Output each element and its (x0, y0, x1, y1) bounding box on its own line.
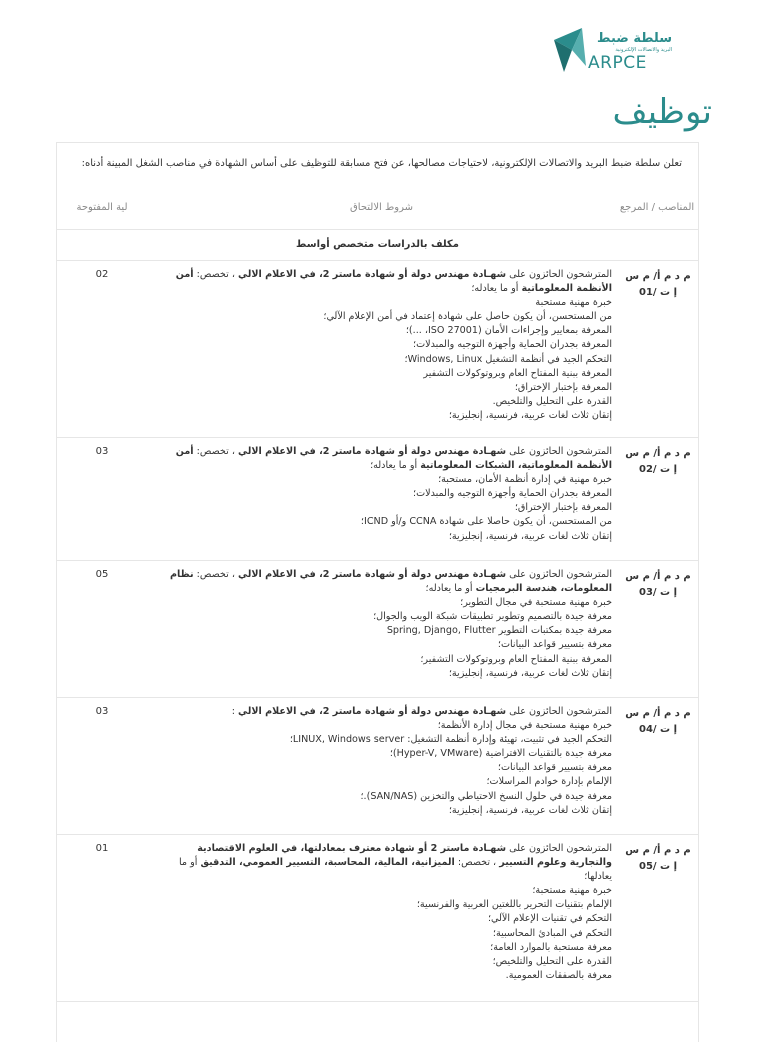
logo-arabic-name: سلطة ضبط (597, 31, 672, 46)
requirement-item: معرفة بتسيير قواعد البيانات؛ (497, 639, 612, 651)
section-row (57, 230, 698, 261)
qualification-equivalent: أو ما يعادله؛ (425, 583, 473, 595)
requirement-item: القدرة على التحليل والتلخيص؛ (492, 955, 612, 967)
requirement-item: المعرفة ببنية المفتاح العام وبروتوكولات التشفير؛ (420, 653, 612, 665)
qualification-equivalent: أو ما يعادلها؛ (178, 857, 612, 883)
job-reference: م د م أ/ م س إ ت /03 (616, 561, 698, 698)
requirement-item: الإلمام بإدارة خوادم المراسلات؛ (486, 776, 612, 788)
header-ref: المناصب / المرجع (616, 185, 698, 230)
open-positions-count: 03 (57, 438, 147, 561)
job-conditions (147, 698, 616, 835)
requirement-item: معرفة جيدة بمكتبات التطوير Spring, Django, Flutter (386, 625, 612, 637)
qualification-degree: شهـادة مهندس دولة أو شهادة ماستر 2، في الاعلام الالي (238, 706, 507, 717)
requirement-item: إتقان ثلاث لغات عربية، فرنسية، إنجليزية؛ (448, 409, 612, 421)
intro-text: تعلن سلطة ضبط البريد والاتصالات الإلكترونية، لاحتياجات مصالحها، عن فتح مسابقة للتوظيف على أساس الشهادة في مناصب الشغل المبينة أدناه: (81, 158, 682, 169)
open-positions-count: 02 (57, 261, 147, 438)
qualification-intro: المترشحون الحائزون على (509, 843, 612, 854)
requirement-item: المعرفة بإختبار الإختراق؛ (514, 502, 612, 514)
qualification-equivalent: أو ما يعادله؛ (370, 460, 418, 472)
requirement-item: الإلمام بتقنيات التحرير باللغتين العربية والفرنسية؛ (416, 899, 612, 911)
table-row (57, 561, 698, 698)
job-qualification (155, 568, 612, 596)
requirement-item: التحكم في تقنيات الإعلام الآلي؛ (487, 913, 612, 925)
job-conditions (147, 261, 616, 438)
header-conditions: شروط الالتحاق (147, 185, 616, 230)
table-row (57, 438, 698, 561)
requirement-item: المعرفة بإختبار الإختراق؛ (514, 381, 612, 393)
job-qualification (155, 842, 612, 884)
requirement-item: من المستحسن، أن يكون حاصلا على شهادة CCNA و/أو ICND؛ (360, 516, 612, 528)
job-qualification (155, 445, 612, 473)
requirement-item: التحكم الجيد في تثبيت، تهيئة وإدارة أنظمة التشغيل: LINUX, Windows server؛ (289, 734, 612, 746)
qualification-separator: ، تخصص: (196, 569, 235, 580)
job-conditions (147, 561, 616, 698)
requirement-item: معرفة بتسيير قواعد البيانات؛ (497, 762, 612, 774)
qualification-specialty: أمن الأنظمة المعلوماتية (175, 269, 612, 295)
job-conditions (147, 438, 616, 561)
qualification-separator: ، تخصص: (196, 446, 235, 457)
requirement-item: معرفة جيدة بالتقنيات الافتراضية (Hyper-V, VMware)؛ (389, 748, 612, 760)
logo-latin-name: ARPCE (588, 53, 647, 73)
open-positions-count: 01 (57, 835, 147, 1002)
requirement-item: المعرفة بجدران الحماية وأجهزة التوجيه والمبدلات؛ (413, 488, 612, 500)
requirement-item: معرفة جيدة في حلول النسخ الاحتياطي والتخزين (SAN/NAS).؛ (360, 790, 612, 802)
requirement-item: خبرة مهنية في إدارة أنظمة الأمان، مستحبة؛ (438, 474, 612, 486)
table-row (57, 698, 698, 835)
qualification-specialty: نظام المعلومات، هندسة البرمجيات (169, 569, 612, 595)
open-positions-count: 03 (57, 698, 147, 835)
requirement-item: خبرة مهنية مستحبة (535, 297, 612, 309)
requirement-item: معرفة جيدة بالتصميم وتطوير تطبيقات شبكة الويب والجوال؛ (373, 611, 612, 623)
job-reference: م د م أ/ م س إ ت /04 (616, 698, 698, 835)
recruitment-card (56, 142, 699, 1042)
job-reference: م د م أ/ م س إ ت /01 (616, 261, 698, 438)
requirement-item: المعرفة بمعايير وإجراءات الأمان (ISO 27001، ...)؛ (405, 325, 612, 337)
qualification-specialty: الميزانية، المالية، المحاسبة، التسيير العمومي، التدقيق (200, 857, 455, 869)
section-title: مكلف بالدراسات متخصص أواسط (57, 230, 698, 261)
requirement-item: التحكم في المبادئ المحاسبية؛ (492, 927, 612, 939)
qualification-equivalent: أو ما يعادله؛ (471, 283, 519, 295)
qualification-separator: ، تخصص: (457, 857, 497, 869)
page-title: توظيف (612, 92, 712, 132)
header-open-positions: لية المفتوحة (57, 185, 147, 230)
job-reference: م د م أ/ م س إ ت /02 (616, 438, 698, 561)
qualification-degree: شهـادة ماستر 2 أو شهادة معترف بمعادلتها، في العلوم الاقتصادية والتجارية وعلوم التسيير (197, 843, 612, 869)
table-row (57, 261, 698, 438)
qualification-intro: المترشحون الحائزون على (509, 446, 612, 457)
requirement-item: من المستحسن، أن يكون حاصل على شهادة إعتماد في أمن الإعلام الآلي؛ (323, 311, 612, 323)
qualification-separator: : (231, 706, 235, 717)
requirement-item: خبرة مهنية مستحبة في مجال التطوير؛ (460, 597, 612, 609)
qualification-intro: المترشحون الحائزون على (509, 706, 612, 717)
requirement-item: المعرفة بجدران الحماية وأجهزة التوجيه والمبدلات؛ (413, 339, 612, 351)
requirement-item: القدرة على التحليل والتلخيص. (492, 395, 612, 407)
requirement-item: المعرفة ببنية المفتاح العام وبروتوكولات التشفير (423, 367, 612, 379)
open-positions-count: 05 (57, 561, 147, 698)
job-reference: م د م أ/ م س إ ت /05 (616, 835, 698, 1002)
requirement-item: إتقان ثلاث لغات عربية، فرنسية، إنجليزية؛ (448, 667, 612, 679)
requirement-item: معرفة مستحبة بالموارد العامة؛ (490, 941, 612, 953)
job-qualification (155, 268, 612, 296)
table-header-row (57, 185, 698, 230)
qualification-intro: المترشحون الحائزون على (509, 269, 612, 280)
logo-arabic-subtitle: البريد والاتصالات الإلكترونية (615, 47, 672, 53)
arpce-logo-graphic (552, 26, 712, 74)
qualification-specialty: أمن الأنظمة المعلوماتية، الشبكات المعلوماتية (175, 446, 612, 472)
qualification-degree: شهـادة مهندس دولة أو شهادة ماستر 2، في الاعلام الالي (238, 446, 507, 457)
qualification-degree: شهـادة مهندس دولة أو شهادة ماستر 2، في الاعلام الالي (238, 269, 507, 280)
requirement-item: إتقان ثلاث لغات عربية، فرنسية، إنجليزية؛ (448, 804, 612, 816)
table-row (57, 835, 698, 1002)
requirement-item: إتقان ثلاث لغات عربية، فرنسية، إنجليزية؛ (448, 530, 612, 542)
job-conditions (147, 835, 616, 1002)
jobs-table (57, 185, 698, 1002)
requirement-item: التحكم الجيد في أنظمة التشغيل Windows, Linux؛ (404, 353, 612, 365)
requirement-item: خبرة مهنية مستحبة في مجال إدارة الأنظمة؛ (437, 720, 612, 732)
job-qualification (155, 705, 612, 719)
qualification-intro: المترشحون الحائزون على (509, 569, 612, 580)
qualification-degree: شهـادة مهندس دولة أو شهادة ماستر 2، في الاعلام الالي (238, 569, 507, 580)
requirement-item: معرفة بالصفقات العمومية. (505, 969, 612, 981)
arpce-logo[interactable] (552, 26, 712, 74)
requirement-item: خبرة مهنية مستحبة؛ (532, 885, 612, 897)
qualification-separator: ، تخصص: (196, 269, 235, 280)
